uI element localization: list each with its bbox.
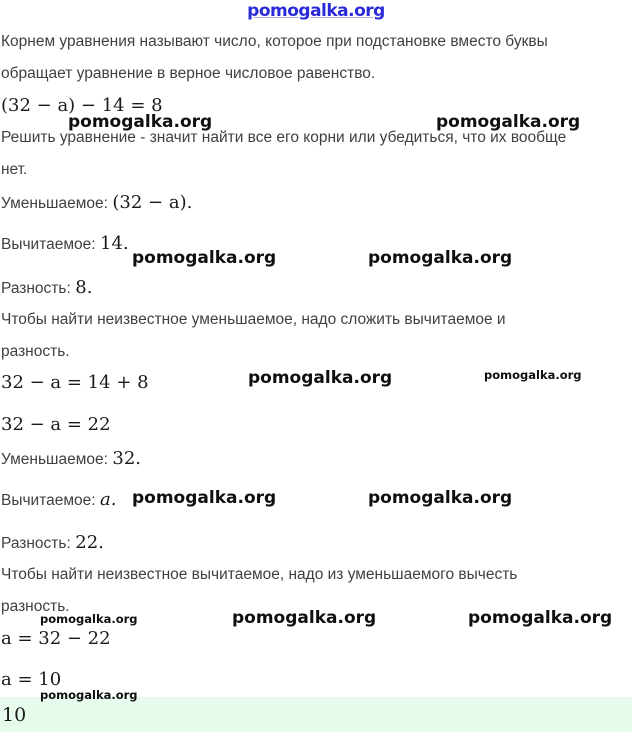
- subtrahend-line-2: [1, 489, 117, 510]
- rule-subtrahend-line-2: разность.: [1, 598, 70, 615]
- minuend-value-2: 32.: [112, 448, 142, 469]
- minuend-line-2: [1, 448, 141, 469]
- minuend-label: Уменьшаемое:: [1, 195, 108, 212]
- equation-step-4: a = 10: [1, 669, 62, 690]
- watermark: pomogalka.org: [68, 112, 213, 132]
- minuend-line-1: [1, 192, 192, 213]
- equation-step-3: a = 32 − 22: [1, 628, 111, 649]
- equation-main: (32 − a) − 14 = 8: [1, 95, 163, 116]
- difference-line-1: [1, 277, 92, 298]
- watermark: pomogalka.org: [40, 688, 138, 702]
- equation-step-2: 32 − a = 22: [1, 414, 111, 435]
- answer-box: [0, 697, 632, 732]
- watermark: pomogalka.org: [436, 112, 581, 132]
- solve-definition-line-1: Решить уравнение - значит найти все его корни или убедиться, что их вообще: [1, 129, 567, 146]
- solve-definition-line-2: нет.: [1, 161, 28, 178]
- difference-label-2: Разность:: [1, 535, 71, 552]
- difference-value: 8.: [75, 277, 93, 298]
- definition-line-2: обращает уравнение в верное числовое равенство.: [1, 65, 376, 82]
- subtrahend-line-1: [1, 233, 129, 254]
- watermark: pomogalka.org: [132, 248, 277, 268]
- subtrahend-label-2: Вычитаемое:: [1, 492, 96, 509]
- difference-line-2: [1, 532, 104, 553]
- watermark: pomogalka.org: [232, 608, 377, 628]
- watermark: pomogalka.org: [40, 612, 138, 626]
- minuend-value: (32 − a).: [112, 192, 193, 213]
- subtrahend-label: Вычитаемое:: [1, 236, 96, 253]
- rule-minuend-line-2: разность.: [1, 343, 70, 360]
- subtrahend-value: 14.: [100, 233, 129, 254]
- watermark: pomogalka.org: [484, 368, 582, 382]
- watermark: pomogalka.org: [368, 488, 513, 508]
- watermark: pomogalka.org: [368, 248, 513, 268]
- answer-value: 10: [2, 704, 27, 726]
- site-header-link[interactable]: pomogalka.org: [247, 1, 385, 21]
- difference-value-2: 22.: [75, 532, 104, 553]
- rule-subtrahend-line-1: Чтобы найти неизвестное вычитаемое, надо из уменьшаемого вычесть: [1, 566, 518, 583]
- rule-minuend-line-1: Чтобы найти неизвестное уменьшаемое, надо сложить вычитаемое и: [1, 311, 506, 328]
- equation-step-1: 32 − a = 14 + 8: [1, 372, 149, 393]
- watermark: pomogalka.org: [468, 608, 613, 628]
- watermark: pomogalka.org: [248, 368, 393, 388]
- difference-label: Разность:: [1, 280, 71, 297]
- watermark: pomogalka.org: [132, 488, 277, 508]
- definition-line-1: Корнем уравнения называют число, которое при подстановке вместо буквы: [1, 33, 548, 50]
- subtrahend-value-2: a.: [100, 489, 117, 510]
- minuend-label-2: Уменьшаемое:: [1, 451, 108, 468]
